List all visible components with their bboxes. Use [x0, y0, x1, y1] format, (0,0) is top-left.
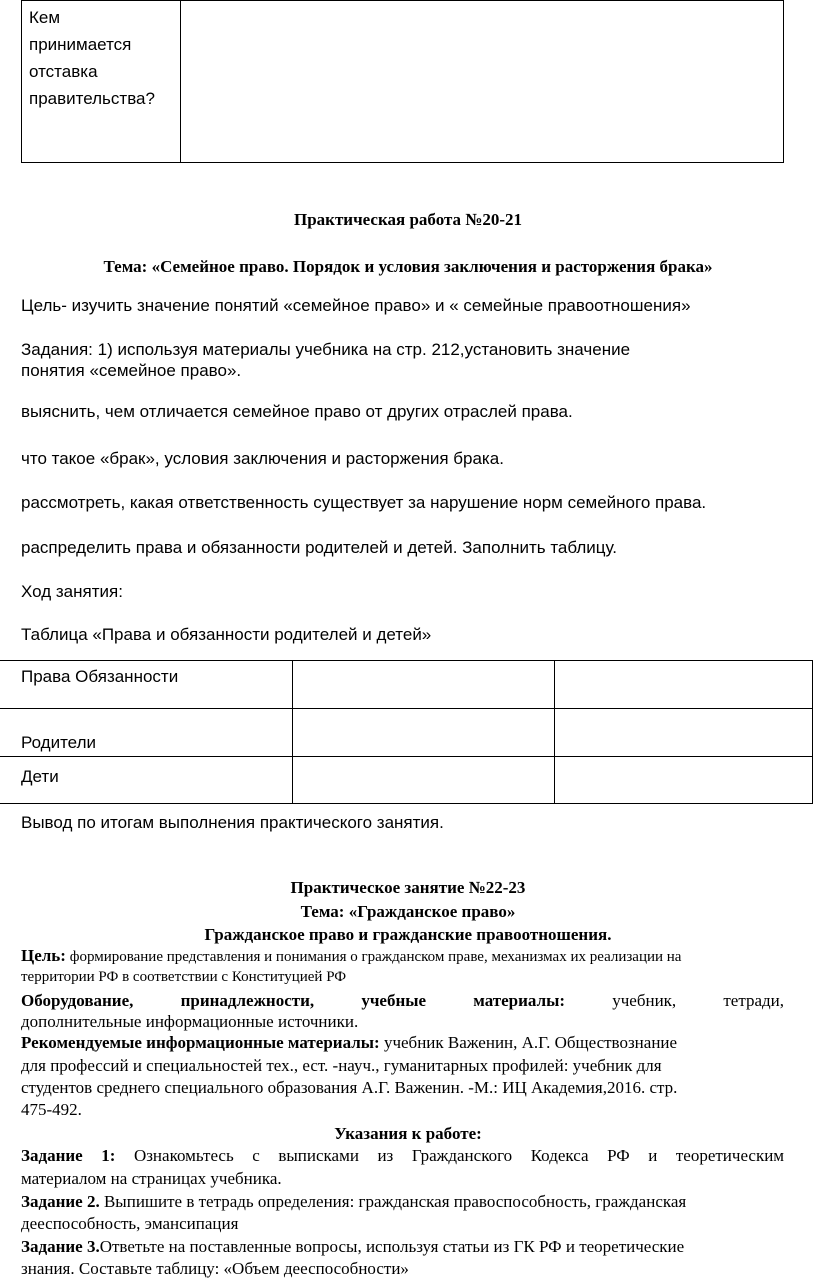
work2-goal-line2: территории РФ в соответствии с Конституцией РФ	[21, 969, 347, 985]
task2-line1: Задание 2. Выпишите в тетрадь определения: гражданская правоспособность, гражданская	[21, 1192, 687, 1211]
work1-task3: что такое «брак», условия заключения и расторжения брака.	[21, 449, 504, 468]
work2-subtitle: Гражданское право и гражданские правоотношения.	[204, 925, 612, 944]
task3-line1: Задание 3.Ответьте на поставленные вопросы, используя статьи из ГК РФ и теоретические	[21, 1237, 685, 1256]
work1-task4: рассмотреть, какая ответственность существует за нарушение норм семейного права.	[21, 493, 707, 512]
table-cell-r1c3[interactable]	[554, 661, 812, 709]
work1-theme: Тема: «Семейное право. Порядок и условия заключения и расторжения брака»	[103, 257, 713, 276]
work1-task2: выяснить, чем отличается семейное право от других отраслей права.	[21, 402, 573, 421]
top-question-table	[21, 0, 784, 163]
goal-label: Цель:	[21, 946, 66, 965]
work1-tasks-line1: Задания: 1) используя материалы учебника на стр. 212,установить значение	[21, 340, 631, 359]
work2-rec-line4: 475-492.	[21, 1100, 82, 1119]
rights-duties-table	[0, 660, 813, 804]
instructions-title: Указания к работе:	[334, 1124, 482, 1143]
work1-goal: Цель- изучить значение понятий «семейное право» и « семейные правоотношения»	[21, 296, 691, 315]
table-cell-r3c2[interactable]	[292, 757, 554, 804]
work1-title: Практическая работа №20-21	[293, 210, 523, 229]
work1-conclusion: Вывод по итогам выполнения практического занятия.	[21, 813, 444, 832]
task1-line2: материалом на страницах учебника.	[21, 1169, 282, 1188]
table-cell-r2c3[interactable]	[554, 709, 812, 757]
work1-table-caption: Таблица «Права и обязанности родителей и детей»	[21, 625, 432, 644]
work2-rec-line1: Рекомендуемые информационные материалы: учебник Важенин, А.Г. Обществознание	[21, 1033, 678, 1052]
work2-equipment-line1: Оборудование, принадлежности, учебные материалы: учебник, тетради,	[21, 991, 785, 1010]
work2-goal-line1: Цель: формирование представления и понимания о гражданском праве, механизмах их реализации на	[21, 946, 682, 965]
task1-line1: Задание 1: Ознакомьтесь с выписками из Гражданского Кодекса РФ и теоретическим	[21, 1146, 785, 1165]
table-cell-r1c2[interactable]	[292, 661, 554, 709]
question-text: Кем принимается отставка правительства?	[29, 8, 155, 108]
work1-tasks-line2: понятия «семейное право».	[21, 361, 242, 380]
table-cell-r3c3[interactable]	[554, 757, 812, 804]
work1-course: Ход занятия:	[21, 582, 123, 601]
work2-theme: Тема: «Гражданское право»	[300, 902, 516, 921]
work2-title: Практическое занятие №22-23	[290, 878, 526, 897]
work2-rec-line2: для профессий и специальностей тех., ест. -науч., гуманитарных профилей: учебник для	[21, 1056, 662, 1075]
task3-line2: знания. Составьте таблицу: «Объем дееспособности»	[21, 1259, 409, 1278]
table-cell-r2c2[interactable]	[292, 709, 554, 757]
work2-rec-line3: студентов среднего специального образования А.Г. Важенин. -М.: ИЦ Академия,2016. стр.	[21, 1078, 678, 1097]
task2-line2: дееспособность, эмансипация	[21, 1214, 239, 1233]
table-row-parents: Родители	[0, 709, 292, 757]
table-header-cell: Права Обязанности	[0, 661, 292, 709]
question-cell	[22, 1, 181, 163]
answer-cell[interactable]	[181, 1, 784, 163]
work2-equipment-line2: дополнительные информационные источники.	[21, 1012, 359, 1031]
table-row-children: Дети	[0, 757, 292, 804]
work1-task5: распределить права и обязанности родителей и детей. Заполнить таблицу.	[21, 538, 618, 557]
